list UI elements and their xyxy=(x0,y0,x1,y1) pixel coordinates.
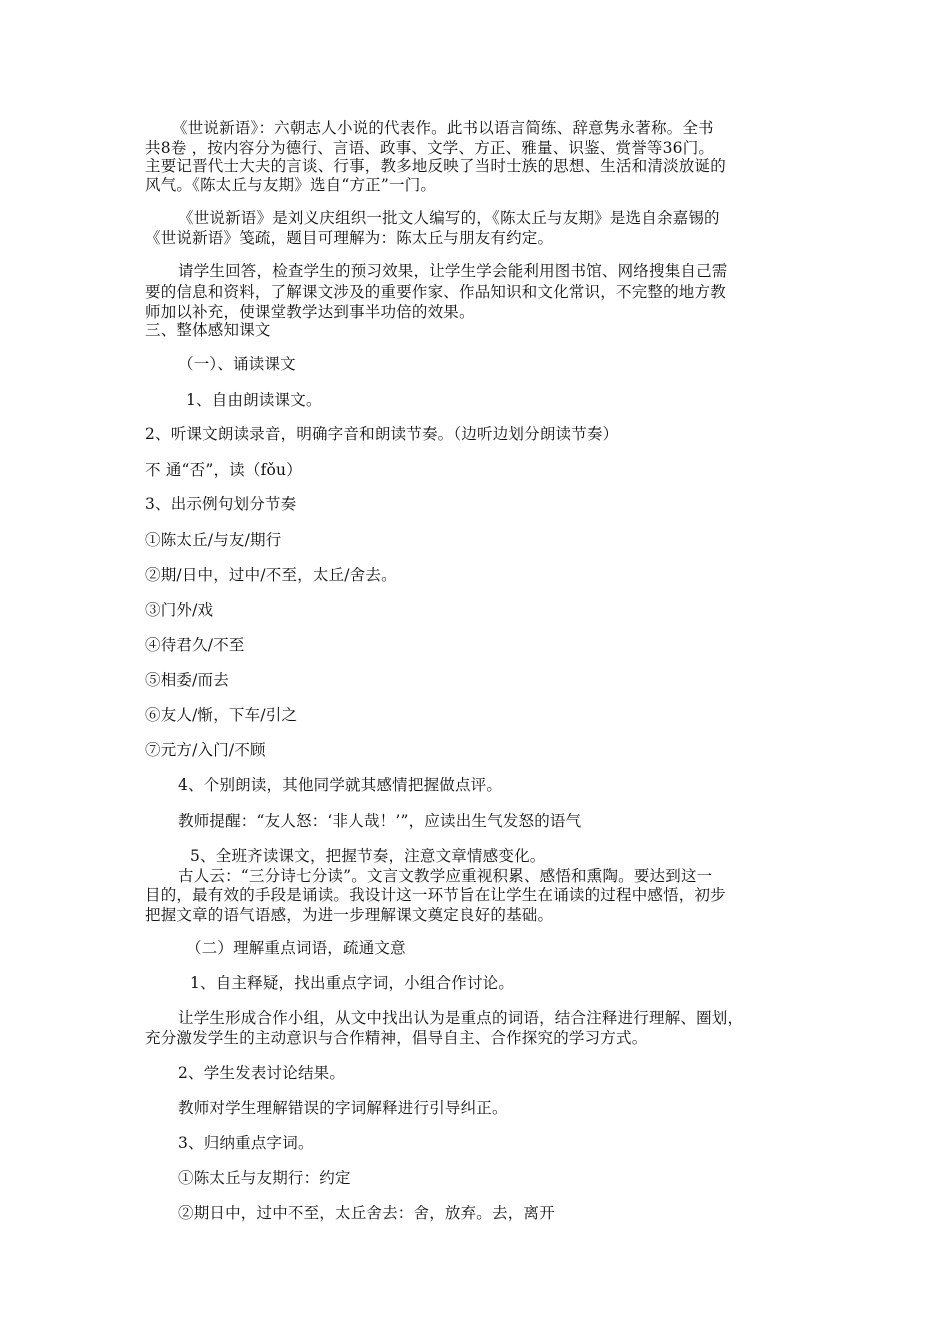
paragraph-line: 《世说新语》是刘义庆组织一批文人编写的，《陈太丘与友期》是选自余嘉锡的 xyxy=(178,209,720,227)
paragraph-line: 把握文章的语气语感，为进一步理解课文奠定良好的基础。 xyxy=(145,906,554,924)
section-heading: 三、整体感知课文 xyxy=(145,321,271,339)
list-item: 2、听课文朗读录音，明确字音和朗读节奏。（边听边划分朗读节奏） xyxy=(145,425,619,443)
paragraph-line: 《世说新语》笺疏，题目可理解为：陈太丘与朋友有约定。 xyxy=(145,229,554,247)
example-sentence: ③门外/戏 xyxy=(145,601,214,619)
example-sentence: ⑤相委/而去 xyxy=(145,671,229,689)
example-sentence: ①陈太丘/与友/期行 xyxy=(145,531,282,549)
example-sentence: ④待君久/不至 xyxy=(145,636,245,654)
paragraph-line: 主要记晋代士大夫的言谈、行事，教多地反映了当时士族的思想、生活和清淡放诞的 xyxy=(145,157,726,175)
list-item: 1、自由朗读课文。 xyxy=(186,391,322,409)
paragraph-line: 目的，最有效的手段是诵读。我设计这一环节旨在让学生在诵读的过程中感悟，初步 xyxy=(145,886,726,904)
example-sentence: ⑥友人/惭，下车/引之 xyxy=(145,706,298,724)
vocab-item: ①陈太丘与友期行：约定 xyxy=(178,1169,351,1187)
pronunciation-note: 不 通“否”，读（fǒu） xyxy=(145,461,302,479)
list-item: 3、归纳重点字词。 xyxy=(178,1134,314,1152)
list-item: 2、学生发表讨论结果。 xyxy=(178,1064,346,1082)
paragraph-line: 让学生形成合作小组，从文中找出认为是重点的词语，结合注释进行理解、圈划， xyxy=(178,1009,744,1027)
paragraph-line: 古人云：“三分诗七分读”。文言文教学应重视积累、感悟和熏陶。要达到这一 xyxy=(178,867,713,885)
subsection-heading: （二）理解重点词语，疏通文意 xyxy=(186,939,406,957)
subsection-heading: （一）、诵读课文 xyxy=(178,355,296,373)
paragraph-line: 师加以补充，使课堂教学达到事半功倍的效果。 xyxy=(145,303,475,321)
list-item: 1、自主释疑，找出重点字词，小组合作讨论。 xyxy=(190,974,515,992)
paragraph-line: 共8卷 ，按内容分为德行、言语、政事、文学、方正、雅量、识鉴、赏誉等36门。 xyxy=(145,139,715,157)
list-item: 4、个别朗读，其他同学就其感情把握做点评。 xyxy=(178,776,503,794)
vocab-item: ②期日中，过中不至，太丘舍去：舍，放弃。去，离开 xyxy=(178,1204,555,1222)
paragraph-line: 充分激发学生的主动意识与合作精神，倡导自主、合作探究的学习方式。 xyxy=(145,1029,648,1047)
example-sentence: ②期/日中，过中/不至，太丘/舍去。 xyxy=(145,566,397,584)
list-item: 3、出示例句划分节奏 xyxy=(145,495,297,513)
paragraph-line: 《世说新语》：六朝志人小说的代表作。此书以语言简练、辞意隽永著称。全书 xyxy=(172,119,714,137)
paragraph-line: 请学生回答，检查学生的预习效果，让学生学会能利用图书馆、网络搜集自己需 xyxy=(178,262,728,280)
example-sentence: ⑦元方/入门/不顾 xyxy=(145,741,266,759)
teacher-note: 教师提醒：“友人怒：‘非人哉！’”，应读出生气发怒的语气 xyxy=(178,812,582,830)
list-item: 5、全班齐读课文，把握节奏，注意文章情感变化。 xyxy=(190,847,546,865)
paragraph-line: 风气。《陈太丘与友期》选自“方正”一门。 xyxy=(145,176,437,194)
paragraph-line: 教师对学生理解错误的字词解释进行引导纠正。 xyxy=(178,1099,508,1117)
paragraph-line: 要的信息和资料，了解课文涉及的重要作家、作品知识和文化常识，不完整的地方教 xyxy=(145,283,726,301)
